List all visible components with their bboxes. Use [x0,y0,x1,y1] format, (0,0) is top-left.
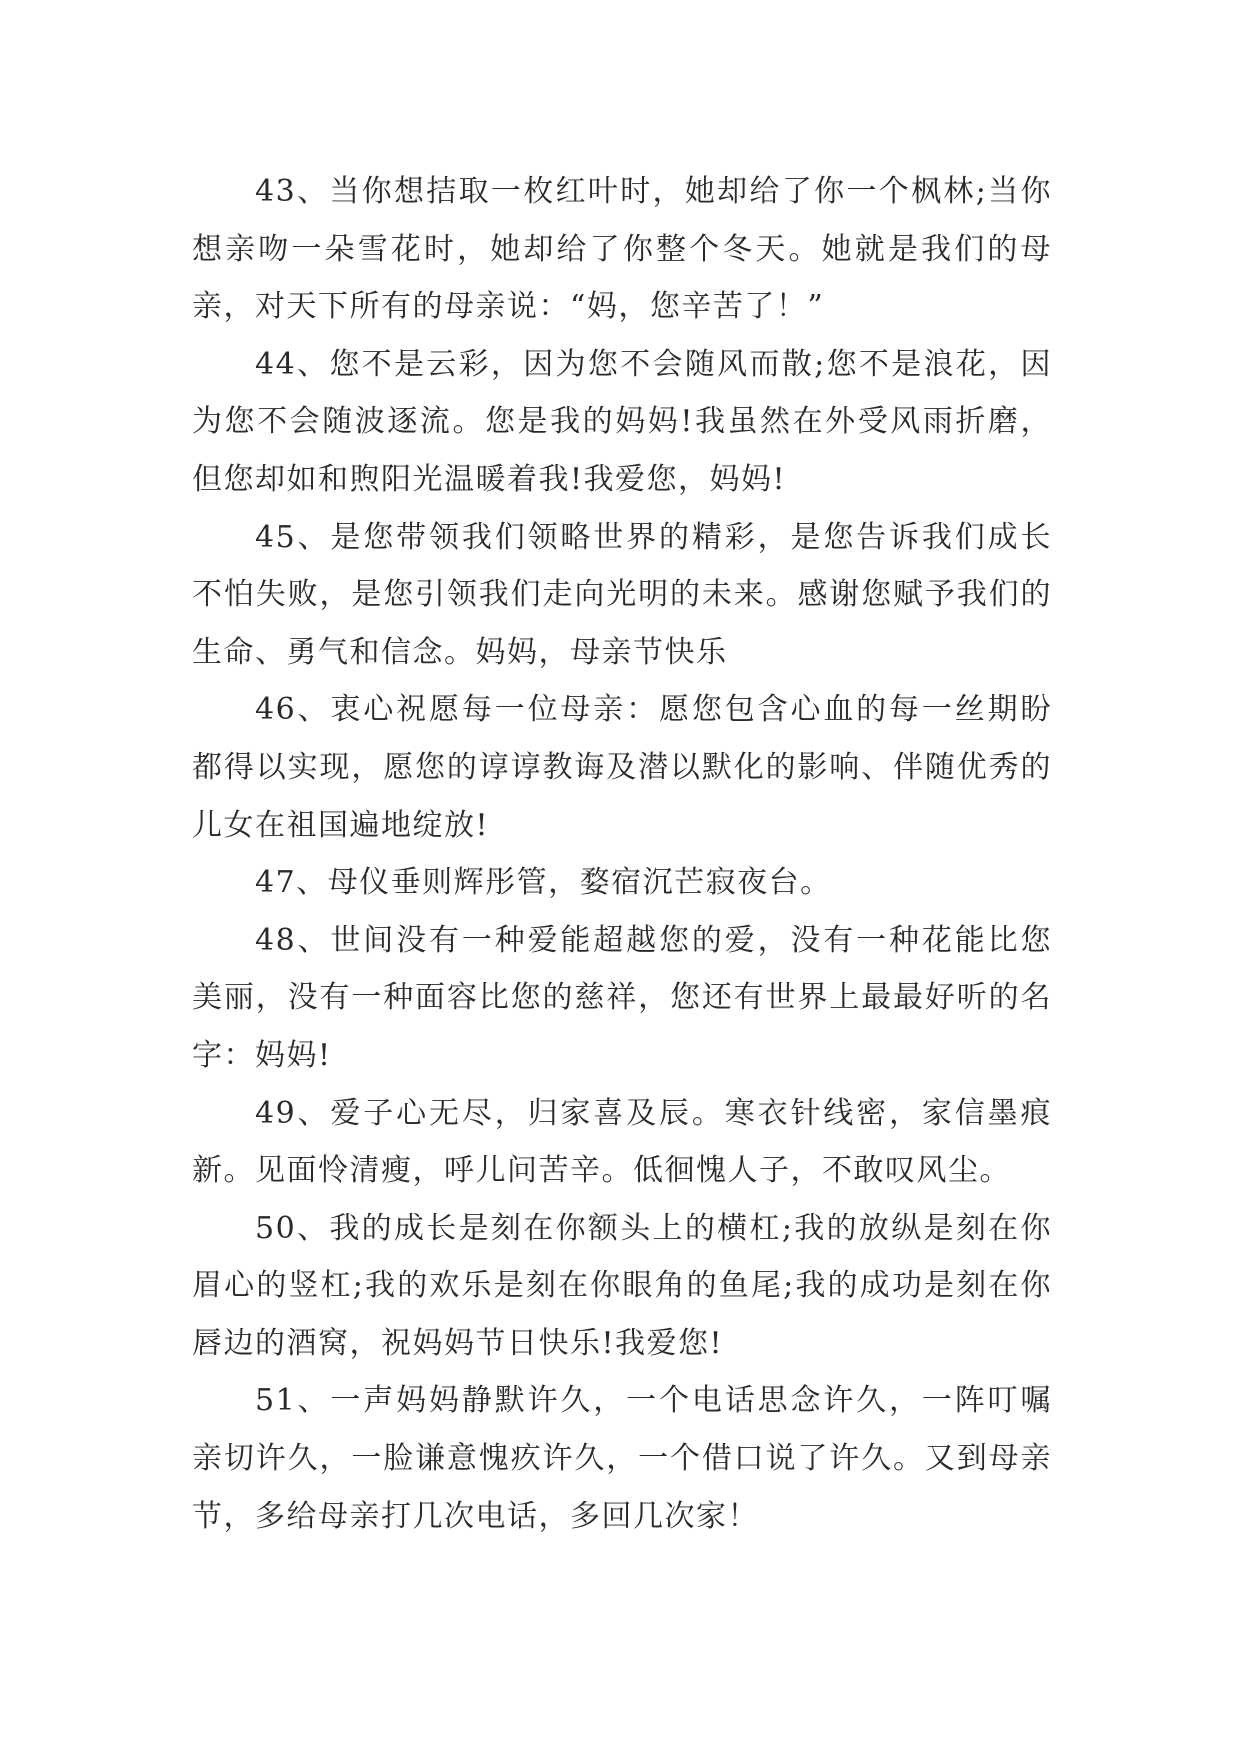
paragraph-44: 44、您不是云彩，因为您不会随风而散;您不是浪花，因为您不会随波逐流。您是我的妈妈!我虽然在外受风雨折磨，但您却如和煦阳光温暖着我!我爱您，妈妈! [192,346,1052,497]
paragraph-51: 51、一声妈妈静默许久，一个电话思念许久，一阵叮嘱亲切许久，一脸谦意愧疚许久，一个借口说了许久。又到母亲节，多给母亲打几次电话，多回几次家！ [192,1383,1052,1534]
paragraph-50: 50、我的成长是刻在你额头上的横杠;我的放纵是刻在你眉心的竖杠;我的欢乐是刻在你眼角的鱼尾;我的成功是刻在你唇边的酒窝，祝妈妈节日快乐!我爱您! [192,1210,1052,1361]
paragraph-49: 49、爱子心无尽，归家喜及辰。寒衣针线密，家信墨痕新。见面怜清瘦，呼儿问苦辛。低徊愧人子，不敢叹风尘。 [192,1095,1052,1189]
paragraph-48: 48、世间没有一种爱能超越您的爱，没有一种花能比您美丽，没有一种面容比您的慈祥，您还有世界上最最好听的名字：妈妈! [192,922,1052,1073]
paragraph-45: 45、是您带领我们领略世界的精彩，是您告诉我们成长不怕失败，是您引领我们走向光明的未来。感谢您赋予我们的生命、勇气和信念。妈妈，母亲节快乐 [192,519,1052,670]
paragraph-47: 47、母仪垂则辉彤管，婺宿沉芒寂夜台。 [255,865,832,901]
paragraph-43: 43、当你想拮取一枚红叶时，她却给了你一个枫林;当你想亲吻一朵雪花时，她却给了你整个冬天。她就是我们的母亲，对天下所有的母亲说：“妈，您辛苦了！” [192,174,1052,325]
document-body [192,163,1052,1545]
paragraph-46: 46、衷心祝愿每一位母亲：愿您包含心血的每一丝期盼都得以实现，愿您的谆谆教诲及潜以默化的影响、伴随优秀的儿女在祖国遍地绽放! [192,692,1052,843]
